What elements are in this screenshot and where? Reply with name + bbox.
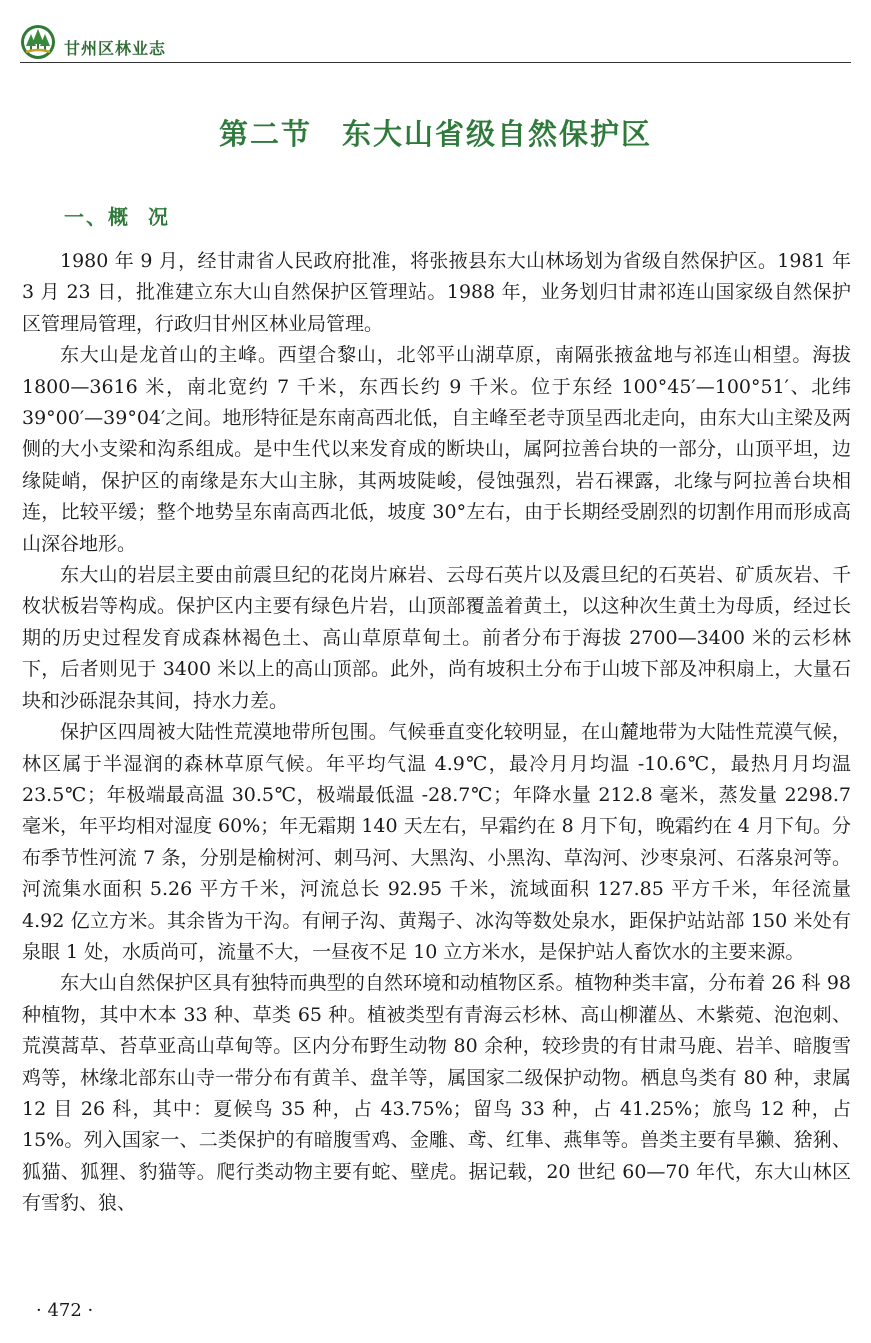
section-name: 东大山省级自然保护区 <box>342 117 653 151</box>
subsection-name: 况 <box>148 205 170 229</box>
subsection-title <box>64 201 170 230</box>
paragraph: 保护区四周被大陆性荒漠地带所包围。气候垂直变化较明显，在山麓地带为大陆性荒漠气候，林区属于半湿润的森林草原气候。年平均气温 4.9℃，最冷月月均温 -10.6℃，最热月月均温 23.5℃；年极端最高温 30.5℃，极端最低温 -28.7℃；年降水量 212.8 毫米，蒸发量 2298.7 毫米，年平均相对湿度 60%；年无霜期 140 天左右，早霜约在 8 月下旬，晚霜约在 4 月下旬。分布季节性河流 7 条，分别是榆树河、刺马河、大黑沟、小黑沟、草沟河、沙枣泉河、石落泉河等。河流集水面积 5.26 平方千米，河流总长 92.95 千米，流域面积 127.85 平方千米，年径流量 4.92 亿立方米。其余皆为干沟。有闸子沟、黄羯子、冰沟等数处泉水，距保护站站部 150 米处有泉眼 1 处，水质尚可，流量不大，一昼夜不足 10 立方米水，是保护站人畜饮水的主要来源。 <box>22 721 851 963</box>
paragraph: 东大山的岩层主要由前震旦纪的花岗片麻岩、云母石英片以及震旦纪的石英岩、矿质灰岩、千枚状板岩等构成。保护区内主要有绿色片岩，山顶部覆盖着黄土，以这种次生黄土为母质，经过长期的历史过程发育成森林褐色土、高山草原草甸土。前者分布于海拔 2700—3400 米的云杉林下，后者则见于 3400 米以上的高山顶部。此外，尚有坡积土分布于山坡下部及冲积扇上，大量石块和沙砾混杂其间，持水力差。 <box>22 564 851 712</box>
header-divider <box>20 62 851 63</box>
page-header <box>20 22 851 64</box>
body-text <box>22 246 851 1220</box>
section-title <box>0 112 871 153</box>
book-title: 甘州区林业志 <box>64 39 167 58</box>
forestry-logo-icon <box>20 24 56 60</box>
section-number: 第二节 <box>218 117 312 151</box>
subsection-number: 一、概 <box>64 205 130 229</box>
paragraph: 东大山自然保护区具有独特而典型的自然环境和动植物区系。植物种类丰富，分布着 26 科 98 种植物，其中木本 33 种、草类 65 种。植被类型有青海云杉林、高山柳灌丛、木紫菀、泡泡刺、荒漠蒿草、苔草亚高山草甸等。区内分布野生动物 80 余种，较珍贵的有甘肃马鹿、岩羊、暗腹雪鸡等，林缘北部东山寺一带分布有黄羊、盘羊等，属国家二级保护动物。栖息鸟类有 80 种，隶属 12 目 26 科，其中：夏候鸟 35 种，占 43.75%；留鸟 33 种，占 41.25%；旅鸟 12 种，占 15%。列入国家一、二类保护的有暗腹雪鸡、金雕、鸢、红隼、燕隼等。兽类主要有旱獭、猞猁、狐猫、狐狸、豹猫等。爬行类动物主要有蛇、壁虎。据记载，20 世纪 60—70 年代，东大山林区有雪豹、狼、 <box>22 972 851 1215</box>
page-number: · 472 · <box>36 1300 94 1321</box>
paragraph: 1980 年 9 月，经甘肃省人民政府批准，将张掖县东大山林场划为省级自然保护区。1981 年 3 月 23 日，批准建立东大山自然保护区管理站。1988 年，业务划归甘肃祁连山国家级自然保护区管理局管理，行政归甘州区林业局管理。 <box>22 250 851 335</box>
paragraph: 东大山是龙首山的主峰。西望合黎山，北邻平山湖草原，南隔张掖盆地与祁连山相望。海拔 1800—3616 米，南北宽约 7 千米，东西长约 9 千米。位于东经 100°45′—100°51′、北纬 39°00′—39°04′之间。地形特征是东南高西北低，自主峰至老寺顶呈西北走向，由东大山主梁及两侧的大小支梁和沟系组成。是中生代以来发育成的断块山，属阿拉善台块的一部分，山顶平坦，边缘陡峭，保护区的南缘是东大山主脉，其两坡陡峻，侵蚀强烈，岩石裸露，北缘与阿拉善台块相连，比较平缓；整个地势呈东南高西北低，坡度 30°左右，由于长期经受剧烈的切割作用而形成高山深谷地形。 <box>22 344 851 555</box>
